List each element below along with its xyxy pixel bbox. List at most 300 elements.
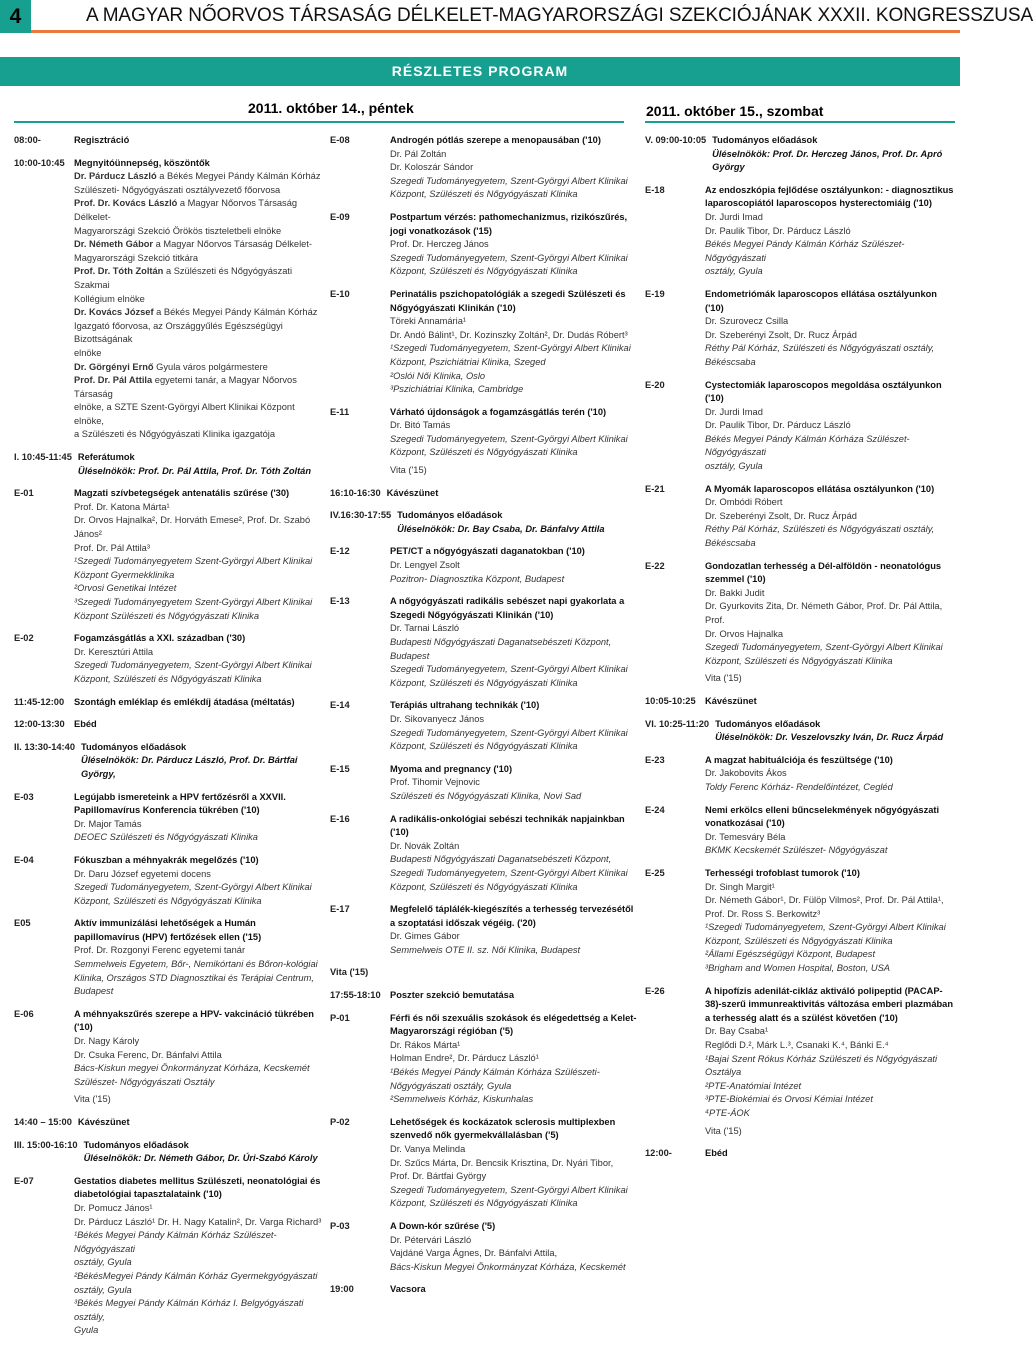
author-line: Dr. Párducz László¹ Dr. H. Nagy Katalin², Dr. Varga Richard³ <box>74 1216 322 1227</box>
author-line: Dr. Singh Margit¹ <box>705 881 775 892</box>
affiliation-line: Réthy Pál Kórház, Szülészeti és Nőgyógyászati osztály, <box>705 524 935 535</box>
program-item-code: E-03 <box>14 791 34 802</box>
program-item-row <box>14 741 322 782</box>
program-item-row <box>330 211 638 279</box>
program-item-body <box>78 451 322 478</box>
affiliation-line: ²Orvosi Genetikai Intézet <box>74 583 177 594</box>
program-item-title: A hipofízis adenilát-cikláz aktiváló polipeptid (PACAP-38)-szerű immunreaktivitás változása emberi plazmában a terhesség alatt és a szülést követően ('10) <box>705 985 954 1023</box>
program-item-title: Megfelelő táplálék-kiegészítés a terhesség tervezésétől a szoptatási időszak végéig. ('20) <box>390 904 634 928</box>
program-item <box>330 487 638 501</box>
affiliation-line: ³Szegedi Tudományegyetem Szent-Györgyi Albert Klinikai <box>74 597 313 607</box>
program-item-row <box>14 487 322 623</box>
author-line: Dr. Orvos Hajnalka <box>705 628 784 639</box>
author-line: Vita ('15) <box>705 1125 742 1136</box>
author-line: Dr. Keresztúri Attila <box>74 646 154 657</box>
program-item-code: 12:00-13:30 <box>14 719 65 730</box>
program-item-code: E-02 <box>14 633 34 644</box>
program-item-row <box>330 1116 638 1211</box>
program-item-row <box>330 763 638 804</box>
program-item-code: E-07 <box>14 1175 34 1186</box>
speaker-line: Dr. Németh Gábor a Magyar Nőorvos Társaság Délkelet- <box>74 239 313 250</box>
program-item <box>14 134 322 148</box>
program-item-row <box>330 813 638 895</box>
date-friday: 2011. október 14., péntek <box>248 100 414 116</box>
program-item-body <box>715 718 955 745</box>
author-line: Vita ('15) <box>705 673 742 684</box>
program-item-title: Tudományos előadások <box>80 741 187 752</box>
program-item-body <box>390 989 638 1003</box>
program-item <box>645 718 955 745</box>
program-item <box>330 406 638 478</box>
date-rule-left <box>14 121 624 123</box>
author-line: Dr. Szeberényi Zsolt, Dr. Rucz Árpád <box>705 510 857 521</box>
affiliation-line: Szegedi Tudományegyetem, Szent-Györgyi Albert Klinikai <box>705 642 943 653</box>
affiliation-line: Központ, Szülészeti és Nőgyógyászati Klinika <box>390 741 578 752</box>
program-item-body <box>705 804 955 858</box>
program-item-row <box>645 754 955 795</box>
program-item-body <box>705 288 955 370</box>
program-item-body <box>390 288 638 397</box>
program-item <box>645 754 955 795</box>
program-item <box>645 867 955 976</box>
affiliation-line: ¹Szegedi Tudományegyetem Szent-Györgyi Albert Klinikai <box>74 556 313 567</box>
program-item-title: Androgén pótlás szerepe a menopausában ('10) <box>390 135 601 145</box>
author-line: Prof. Dr. Katona Márta¹ <box>74 501 170 512</box>
program-item-body <box>390 813 638 895</box>
affiliation-line: Réthy Pál Kórház, Szülészeti és Nőgyógyászati osztály, <box>705 343 935 354</box>
program-item-body <box>390 966 638 980</box>
program-item-code: P-02 <box>330 1116 350 1127</box>
affiliation-line: Szegedi Tudományegyetem, Szent-Györgyi Albert Klinikai <box>74 882 312 893</box>
speaker-line: Dr. Kovács József a Békés Megyei Pándy Kálmán Kórház <box>74 307 318 318</box>
program-item-body <box>84 1139 322 1166</box>
program-item-row <box>645 134 955 175</box>
affiliation-line: Központ, Szülészeti és Nőgyógyászati Klinika <box>390 447 578 458</box>
author-line: Dr. Koloszár Sándor <box>390 162 474 173</box>
author-line: Holman Endre², Dr. Párducz László¹ <box>390 1053 539 1064</box>
program-item-body <box>78 1116 322 1130</box>
program-item-body <box>74 917 322 999</box>
affiliation-line: ²Oslói Női Klinika, Oslo <box>390 370 486 381</box>
speaker-name: Prof. Dr. Kovács László <box>74 198 178 209</box>
program-item-row <box>330 966 638 980</box>
author-line: Dr. Daru József egyetemi docens <box>74 868 211 879</box>
affiliation-line: ³Brigham and Women Hospital, Boston, USA <box>705 963 890 974</box>
program-item-title: Postpartum vérzés: pathomechanizmus, rizikószűrés, jogi vonatkozások ('15) <box>390 211 628 236</box>
program-item-row <box>330 134 638 202</box>
speaker-name: Dr. Kovács József <box>74 307 154 318</box>
program-item-row <box>330 699 638 753</box>
speaker-name: Dr. Görgényi Ernő <box>74 361 154 372</box>
program-item-code: E-16 <box>330 813 350 824</box>
program-item <box>330 134 638 202</box>
program-item <box>645 695 955 709</box>
author-line: Dr. Szeberényi Zsolt, Dr. Rucz Árpád <box>705 329 857 340</box>
affiliation-line: Békéscsaba <box>705 538 756 549</box>
author-line: Dr. Jurdi Imad <box>705 406 763 417</box>
program-item-title: Lehetőségek és kockázatok sclerosis multiplexben szenvedő nők gyermekvállalásban ('5) <box>390 1116 616 1141</box>
program-item-code: 12:00- <box>645 1148 672 1159</box>
program-item-title: Endometriómák laparoscopos ellátása osztályunkon ('10) <box>705 288 937 313</box>
program-item-title: Perinatális pszichopatológiák a szegedi Szülészeti és Nőgyógyászati Klinikán ('10) <box>390 288 626 313</box>
program-item-body <box>74 1008 322 1107</box>
affiliation-line: Szegedi Tudományegyetem, Szent-Györgyi Albert Klinikai <box>390 664 628 675</box>
program-item-body <box>705 754 955 795</box>
program-item-title: Tudományos előadások <box>712 135 818 145</box>
program-item-title: Fogamzásgátlás a XXI. században ('30) <box>74 633 246 644</box>
program-item-code: 10:05-10:25 <box>645 695 696 706</box>
program-item <box>645 379 955 474</box>
program-item-title: Férfi és női szexuális szokások és elégedettség a Kelet-Magyarországi régióban ('5) <box>390 1012 637 1037</box>
author-line: Dr. Temesváry Béla <box>705 831 786 842</box>
author-line: Dr. Orvos Hajnalka², Dr. Horváth Emese², Prof. Dr. Szabó János² <box>74 515 311 540</box>
program-item-code: E05 <box>14 918 31 929</box>
program-item-code: E-10 <box>330 288 350 299</box>
program-item-row <box>330 595 638 690</box>
program-item-title: Kávészünet <box>705 695 757 706</box>
program-item-body <box>390 406 638 478</box>
affiliation-line: Békés Megyei Pándy Kálmán Kórháza Szülészet- Nőgyógyászati <box>705 433 910 458</box>
program-item <box>14 791 322 845</box>
program-item <box>645 1147 955 1161</box>
program-item-body <box>74 791 322 845</box>
program-item <box>14 1139 322 1166</box>
program-title: RÉSZLETES PROGRAM <box>0 57 960 86</box>
program-item-body <box>390 595 638 690</box>
author-line: Dr. Csuka Ferenc, Dr. Bánfalvi Attila <box>74 1049 222 1060</box>
program-item-row <box>645 718 955 745</box>
program-item-body <box>81 741 322 782</box>
program-item-title: A radikális-onkológiai sebészi technikák napjainkban ('10) <box>390 813 625 838</box>
program-item <box>14 632 322 686</box>
program-item-title: Tudományos előadások <box>83 1139 189 1150</box>
program-item <box>14 1175 322 1338</box>
affiliation-line: ³PTE-Biokémiai és Orvosi Kémiai Intézet <box>705 1094 873 1105</box>
affiliation-line: Klinika, Országos STD Diagnosztikai és Terápiai Centrum, <box>74 972 314 983</box>
program-item-title: Kávészünet <box>386 487 439 498</box>
program-item-title: Megnyitóünnepség, köszöntők <box>74 157 210 168</box>
speaker-line: Prof. Dr. Tóth Zoltán a Szülészeti és Nőgyógyászati Szakmai <box>74 266 293 290</box>
program-item-row <box>14 632 322 686</box>
author-line: Dr. Paulik Tibor, Dr. Párducz László <box>705 225 851 236</box>
affiliation-line: osztály, Gyula <box>74 1284 132 1295</box>
affiliation-line: ¹Szegedi Tudományegyetem, Szent-Györgyi Albert Klinikai <box>390 343 631 354</box>
author-line: Dr. Vanya Melinda <box>390 1144 466 1154</box>
program-item-title: Magzati szívbetegségek antenatális szűrése ('30) <box>74 488 290 499</box>
author-line: Prof. Dr. Pál Attila³ <box>74 542 150 553</box>
program-item-row <box>330 487 638 501</box>
program-item-body <box>705 695 955 709</box>
program-item-row <box>645 483 955 551</box>
speaker-line: Prof. Dr. Kovács László a Magyar Nőorvos Társaság Délkelet- <box>74 198 298 222</box>
program-item-row <box>14 134 322 148</box>
affiliation-line: Központ, Pszichiátriai Klinika, Szeged <box>390 356 546 367</box>
author-line: Dr. Bay Csaba¹ <box>705 1026 769 1037</box>
program-item-row <box>330 406 638 478</box>
program-item-title: Kávészünet <box>77 1117 130 1127</box>
program-item-body <box>705 379 955 474</box>
program-item-body <box>705 483 955 551</box>
program-item-title: Poszter szekció bemutatása <box>390 990 515 1001</box>
author-line: Dr. Szűcs Márta, Dr. Bencsik Krisztina, Dr. Nyári Tibor, <box>390 1157 614 1168</box>
program-item-title: Nemi erkölcs elleni bűncselekmények nőgyógyászati vonatkozásai ('10) <box>705 804 940 829</box>
program-item-code: IV.16:30-17:55 <box>330 510 392 521</box>
page-number: 4 <box>0 0 31 33</box>
affiliation-line: ¹Békés Megyei Pándy Kálmán Kórház Szülészet- Nőgyógyászati <box>74 1230 277 1254</box>
speaker-name: Prof. Dr. Tóth Zoltán <box>74 266 164 277</box>
program-item <box>14 1116 322 1130</box>
program-item <box>330 288 638 397</box>
program-item-body <box>390 134 638 202</box>
affiliation-line: ²PTE-Anatómiai Intézet <box>705 1080 802 1091</box>
author-line: Dr. Szurovecz Csilla <box>705 316 789 327</box>
program-item-title: Tudományos előadások <box>715 718 821 729</box>
program-item-code: E-04 <box>14 854 34 865</box>
affiliation-line: Szegedi Tudományegyetem, Szent-Györgyi Albert Klinikai <box>390 175 628 186</box>
affiliation-line: Pozitron- Diagnosztika Központ, Budapest <box>390 573 565 584</box>
program-item-code: II. 13:30-14:40 <box>14 741 75 752</box>
affiliation-line: Központ, Szülészeti és Nőgyógyászati Klinika <box>390 189 578 200</box>
program-item-row <box>14 1139 322 1166</box>
program-item-title: Ebéd <box>705 1148 728 1159</box>
author-line: Dr. Rákos Márta¹ <box>390 1039 461 1050</box>
author-line: Dr. Tarnai László <box>390 623 460 634</box>
program-item <box>330 813 638 895</box>
affiliation-line: Központ, Szülészeti és Nőgyógyászati Klinika <box>74 895 262 906</box>
program-item-body <box>705 560 955 686</box>
program-item-body <box>705 184 955 279</box>
affiliation-line: ²Állami Egészségügyi Központ, Budapest <box>705 949 876 960</box>
program-item-code: V. 09:00-10:05 <box>645 135 707 145</box>
program-item-body <box>390 763 638 804</box>
author-line: Vita ('15) <box>390 465 427 476</box>
chairs-line: Üléselnökök: Prof. Dr. Pál Attila, Prof. Dr. Tóth Zoltán <box>77 465 312 476</box>
author-line: Töreki Annamária¹ <box>390 316 466 327</box>
program-item-code: E-12 <box>330 546 350 557</box>
program-item-title: A nőgyógyászati radikális sebészet napi gyakorlata a Szegedi Nőgyógyászati Klinikán ('10) <box>390 596 625 620</box>
program-item <box>645 288 955 370</box>
program-item-code: E-23 <box>645 754 665 765</box>
program-item-row <box>330 545 638 586</box>
header-title: A MAGYAR NŐORVOS TÁRSASÁG DÉLKELET-MAGYARORSZÁGI SZEKCIÓJÁNAK XXXII. KONGRESSZUSA <box>86 5 1033 26</box>
program-item <box>330 989 638 1003</box>
program-item <box>330 1012 638 1107</box>
program-item-row <box>330 1012 638 1107</box>
program-item-row <box>645 184 955 279</box>
affiliation-line: Bács-Kiskun Megyei Önkormányzat Kórháza, Kecskemét <box>390 1261 626 1272</box>
author-line: Dr. Jurdi Imad <box>705 211 763 222</box>
affiliation-line: Budapest <box>74 986 114 997</box>
affiliation-line: Szegedi Tudományegyetem, Szent-Györgyi Albert Klinikai <box>390 867 628 878</box>
program-item-title: Vacsora <box>390 1284 426 1295</box>
program-item-row <box>14 1008 322 1107</box>
program-item <box>330 966 638 980</box>
program-item-row <box>330 1220 638 1274</box>
program-item-row <box>14 791 322 845</box>
date-saturday: 2011. október 15., szombat <box>646 103 824 119</box>
program-item-title: Legújabb ismereteink a HPV fertőzésről a XXVII. Papillomavírus Konferencia tükrében ('10) <box>74 791 286 816</box>
program-item-body <box>74 487 322 623</box>
affiliation-line: ³Békés Megyei Pándy Kálmán Kórház I. Belgyógyászati osztály, <box>74 1298 304 1322</box>
program-item-body <box>390 1283 638 1297</box>
program-item <box>14 451 322 478</box>
program-item-body <box>74 696 322 710</box>
program-item-code: 16:10-16:30 <box>330 487 381 498</box>
affiliation-line: Központ Szülészeti és Nőgyógyászati Klinika <box>74 610 260 621</box>
program-item-title: Gestatios diabetes mellitus Szülészeti, neonatológiai és diabetológiai tapasztalataink ('10) <box>74 1175 321 1200</box>
author-line: Dr. Pomucz János¹ <box>74 1202 153 1213</box>
program-item-title: Fókuszban a méhnyakrák megelőzés ('10) <box>74 854 259 865</box>
program-item-title: PET/CT a nőgyógyászati daganatokban ('10) <box>390 546 585 557</box>
affiliation-line: osztály, Gyula <box>705 266 763 277</box>
chairs-line: Üléselnökök: Dr. Párducz László, Prof. Dr. Bártfai György, <box>80 755 298 779</box>
affiliation-line: ²BékésMegyei Pándy Kálmán Kórház Gyermekgyógyászati <box>74 1270 318 1281</box>
affiliation-line: Semmelweis OTE II. sz. Női Klinika, Budapest <box>390 944 581 955</box>
author-line: Dr. Nagy Károly <box>74 1036 140 1047</box>
program-item-code: 10:00-10:45 <box>14 157 65 168</box>
affiliation-line: Szegedi Tudományegyetem, Szent-Györgyi Albert Klinikai <box>390 1184 628 1195</box>
author-line: Magyarországi Szekció Örökös tiszteletbeli elnöke <box>74 225 282 236</box>
affiliation-line: Toldy Ferenc Kórház- Rendelőintézet, Cegléd <box>705 781 893 792</box>
program-item-body <box>390 211 638 279</box>
program-item-body <box>390 903 638 957</box>
program-item-body <box>712 134 955 175</box>
program-item <box>330 1283 638 1297</box>
program-item-code: E-17 <box>330 904 350 915</box>
author-line: elnöke, a SZTE Szent-Györgyi Albert Klinikai Központ elnöke, <box>74 402 295 426</box>
author-line: Dr. Bakki Judit <box>705 587 765 598</box>
program-item-code: E-18 <box>645 184 665 195</box>
program-item-code: E-08 <box>330 135 350 145</box>
program-item-code: P-01 <box>330 1012 350 1023</box>
program-item-code: E-21 <box>645 483 665 494</box>
program-item-code: E-25 <box>645 867 665 878</box>
program-item-body <box>390 545 638 586</box>
program-item-code: E-14 <box>330 700 350 711</box>
program-item-code: 19:00 <box>330 1284 354 1295</box>
affiliation-line: ²Semmelweis Kórház, Kiskunhalas <box>390 1094 534 1105</box>
author-line: Dr. Pétervári László <box>390 1234 472 1245</box>
affiliation-line: Központ, Szülészeti és Nőgyógyászati Klinika <box>390 677 578 688</box>
chairs-line: Üléselnökök: Prof. Dr. Herczeg János, Prof. Dr. Apró György <box>712 148 943 173</box>
program-item-body <box>387 487 638 501</box>
program-item-row <box>645 560 955 686</box>
affiliation-line: ¹Bajai Szent Rókus Kórház Szülészeti és Nőgyógyászati <box>705 1053 938 1064</box>
program-item-row <box>14 157 322 442</box>
program-item-title: A méhnyakszűrés szerepe a HPV- vakcináció tükrében ('10) <box>74 1008 314 1033</box>
affiliation-line: Központ, Szülészeti és Nőgyógyászati Klinika <box>390 266 578 277</box>
program-item-code: E-01 <box>14 488 34 499</box>
speaker-name: Prof. Dr. Pál Attila <box>74 375 153 386</box>
program-item <box>330 1220 638 1274</box>
program-item-row <box>330 903 638 957</box>
author-line: Dr. Lengyel Zsolt <box>390 560 460 571</box>
program-item-code: Vita ('15) <box>330 967 369 978</box>
affiliation-line: Központ, Szülészeti és Nőgyógyászati Klinika <box>74 673 262 684</box>
header-bar <box>0 0 1033 33</box>
author-line: Dr. Bitó Tamás <box>390 420 451 431</box>
affiliation-line: Budapesti Nőgyógyászati Daganatsebészeti Központ, Budapest <box>390 637 612 661</box>
date-rule-right <box>645 121 955 123</box>
affiliation-line: Központ Gyermekklinika <box>74 569 175 580</box>
program-item-code: E-26 <box>645 985 665 996</box>
program-item-code: P-03 <box>330 1220 350 1231</box>
program-item <box>645 134 955 175</box>
affiliation-line: Budapesti Nőgyógyászati Daganatsebészeti Központ, <box>390 854 612 865</box>
program-item-code: 11:45-12:00 <box>14 696 65 707</box>
program-item-title: Tudományos előadások <box>397 510 503 521</box>
column-friday-left <box>14 134 322 1347</box>
program-item <box>330 509 638 536</box>
program-item <box>330 545 638 586</box>
program-item-row <box>330 1283 638 1297</box>
program-item-row <box>645 804 955 858</box>
author-line: Dr. Ombódi Róbert <box>705 497 783 508</box>
program-item-title: Ebéd <box>74 719 97 730</box>
speaker-name: Dr. Németh Gábor <box>74 239 154 250</box>
program-item <box>14 696 322 710</box>
program-item-title: A Myomák laparoscopos ellátása osztályunkon ('10) <box>705 483 935 494</box>
speaker-name: Dr. Párducz László <box>74 171 157 182</box>
program-item-body <box>705 985 955 1139</box>
program-item-code: E-22 <box>645 560 665 571</box>
program-item-title: A magzat habituálciója és feszültsége ('10) <box>705 754 893 765</box>
affiliation-line: Békéscsaba <box>705 356 756 367</box>
program-item-code: 14:40 – 15:00 <box>14 1117 72 1127</box>
program-item-title: Terápiás ultrahang technikák ('10) <box>390 700 540 711</box>
author-line: Prof. Dr. Rozgonyi Ferenc egyetemi tanár <box>74 945 246 956</box>
program-item-title: Várható újdonságok a fogamzásgátlás terén ('10) <box>390 406 607 417</box>
program-item-body <box>74 1175 322 1338</box>
program-item-row <box>14 917 322 999</box>
affiliation-line: Szegedi Tudományegyetem, Szent-Györgyi Albert Klinikai <box>390 433 628 444</box>
program-item-row <box>330 989 638 1003</box>
program-item-code: E-19 <box>645 288 665 299</box>
program-item-body <box>74 718 322 732</box>
program-item-body <box>705 867 955 976</box>
affiliation-line: ¹Szegedi Tudományegyetem, Szent-Györgyi Albert Klinikai <box>705 922 946 933</box>
program-item-row <box>645 867 955 976</box>
program-item-title: Terhességi trofoblast tumorok ('10) <box>705 867 860 878</box>
program-item <box>645 560 955 686</box>
program-item-body <box>74 134 322 148</box>
program-item-row <box>645 985 955 1139</box>
program-item-title: Aktív immunizálási lehetőségek a Humán papillomavírus (HPV) fertőzések ellen ('15) <box>74 918 262 942</box>
affiliation-line: Szülészeti és Nőgyógyászati Klinika, Novi Sad <box>390 790 582 801</box>
program-item <box>14 917 322 999</box>
speaker-line: Prof. Dr. Pál Attila egyetemi tanár, a Magyar Nőorvos Társaság <box>74 375 297 399</box>
program-item-code: E-09 <box>330 211 350 222</box>
chairs-line: Üléselnökök: Dr. Németh Gábor, Dr. Úri-Szabó Károly <box>83 1153 318 1164</box>
program-item-body <box>390 699 638 753</box>
program-item-row <box>14 854 322 908</box>
author-line: Vajdáné Varga Ágnes, Dr. Bánfalvi Attila, <box>390 1248 558 1259</box>
affiliation-line: ³Pszichiátriai Klinika, Cambridge <box>390 384 524 395</box>
affiliation-line: ¹Békés Megyei Pándy Kálmán Kórháza Szülészeti- <box>390 1067 600 1078</box>
program-item-code: E-15 <box>330 763 350 774</box>
program-item-code: E-20 <box>645 379 665 390</box>
author-line: Vita ('15) <box>74 1094 111 1105</box>
program-item-row <box>330 288 638 397</box>
program-item-body <box>705 1147 955 1161</box>
affiliation-line: Szülészet- Nőgyógyászati Osztály <box>74 1076 215 1087</box>
affiliation-line: Központ, Szülészeti és Nőgyógyászati Klinika <box>705 655 893 666</box>
affiliation-line: Központ, Szülészeti és Nőgyógyászati Klinika <box>390 881 578 892</box>
program-item <box>330 211 638 279</box>
program-item-code: E-11 <box>330 406 350 417</box>
author-line: Dr. Andó Bálint¹, Dr. Kozinszky Zoltán², Dr. Dudás Róbert³ <box>390 329 628 340</box>
program-item <box>645 804 955 858</box>
